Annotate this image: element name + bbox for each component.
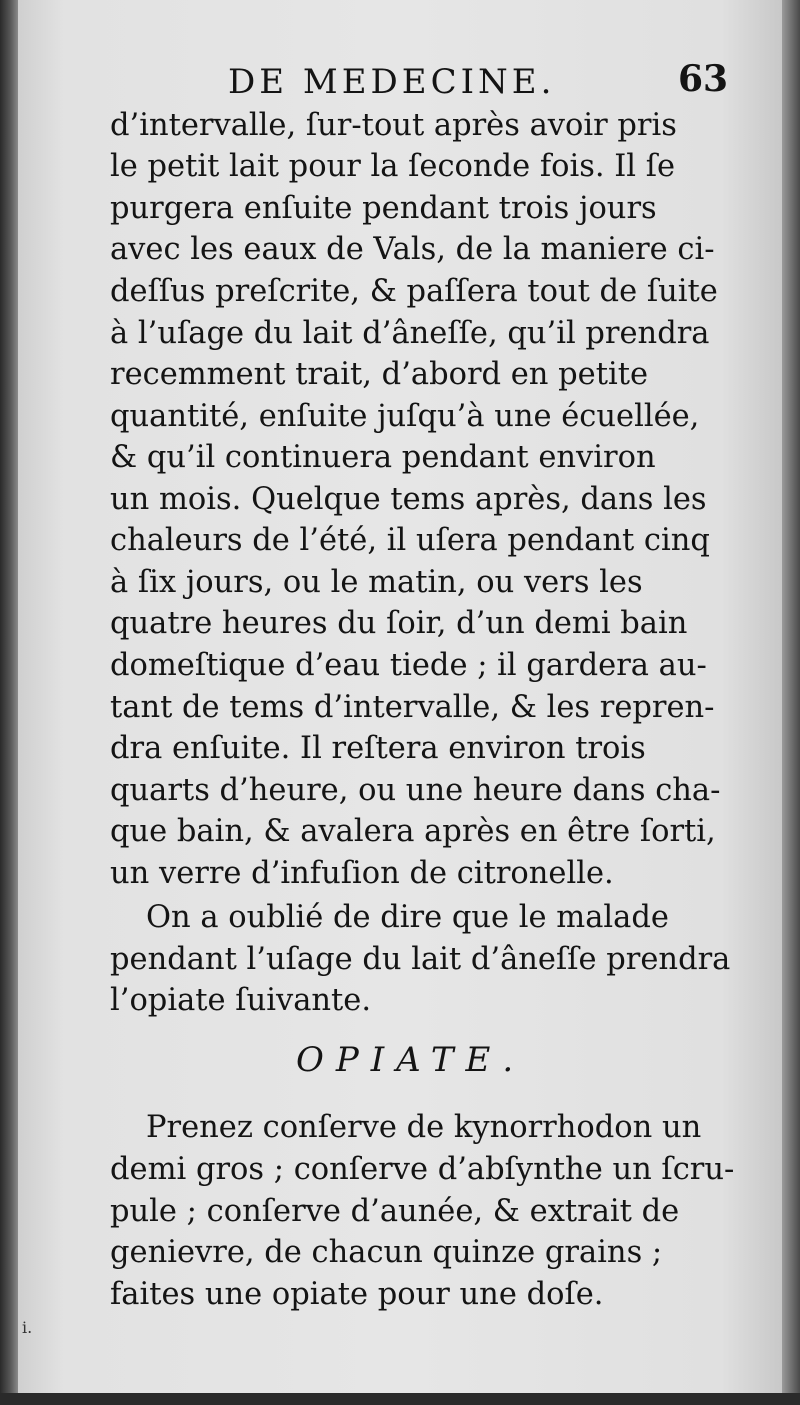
text-line: demi gros ; conſerve d’abſynthe un ſcru-: [110, 1152, 735, 1187]
text-line: un verre d’infuſion de citronelle.: [110, 856, 614, 891]
text-line: à l’uſage du lait d’âneſſe, qu’il prendra: [110, 316, 710, 351]
text-line: faites une opiate pour une doſe.: [110, 1277, 604, 1312]
text-line: purgera enſuite pendant trois jours: [110, 191, 657, 226]
text-line: pendant l’uſage du lait d’âneſſe prendra: [110, 942, 731, 977]
page-edge-shadow: [782, 0, 800, 1405]
text-line: chaleurs de l’été, il uſera pendant cinq: [110, 523, 710, 558]
text-line: genievre, de chacun quinze grains ;: [110, 1235, 663, 1270]
text-line: à ſix jours, ou le matin, ou vers les: [110, 565, 643, 600]
text-line: un mois. Quelque tems après, dans les: [110, 482, 707, 517]
text-line: avec les eaux de Vals, de la maniere ci-: [110, 232, 715, 267]
text-line: le petit lait pour la ſeconde fois. Il ſe: [110, 149, 676, 184]
text-line: tant de tems d’intervalle, & les repren-: [110, 690, 715, 725]
book-gutter-shadow: [0, 0, 18, 1405]
text-line: que bain, & avalera après en être ſorti,: [110, 814, 716, 849]
text-line: recemment trait, d’abord en petite: [110, 357, 649, 392]
text-line: dra enſuite. Il reſtera environ trois: [110, 731, 646, 766]
section-heading: OPIATE.: [296, 1040, 526, 1080]
text-line: quarts d’heure, ou une heure dans cha-: [110, 773, 721, 808]
text-line: pule ; conſerve d’aunée, & extrait de: [110, 1194, 680, 1229]
page-header: [18, 58, 782, 108]
text-line: deſſus preſcrite, & paſſera tout de ſuite: [110, 274, 718, 309]
text-line: & qu’il continuera pendant environ: [110, 440, 656, 475]
page-bottom-shadow: [0, 1393, 800, 1405]
page-number: 63: [678, 58, 729, 100]
book-page: [18, 0, 782, 1395]
text-line: domeſtique d’eau tiede ; il gardera au-: [110, 648, 707, 683]
text-line: quatre heures du ſoir, d’un demi bain: [110, 606, 688, 641]
footer-mark: i.: [22, 1318, 33, 1337]
text-line: quantité, enſuite juſqu’à une écuellée,: [110, 399, 700, 434]
text-line: Prenez conſerve de kynorrhodon un: [146, 1110, 702, 1145]
text-line: d’intervalle, ſur-tout après avoir pris: [110, 108, 677, 143]
text-line: l’opiate ſuivante.: [110, 983, 372, 1018]
text-line: On a oublié de dire que le malade: [146, 900, 669, 935]
running-title: DE MEDECINE.: [228, 62, 556, 102]
